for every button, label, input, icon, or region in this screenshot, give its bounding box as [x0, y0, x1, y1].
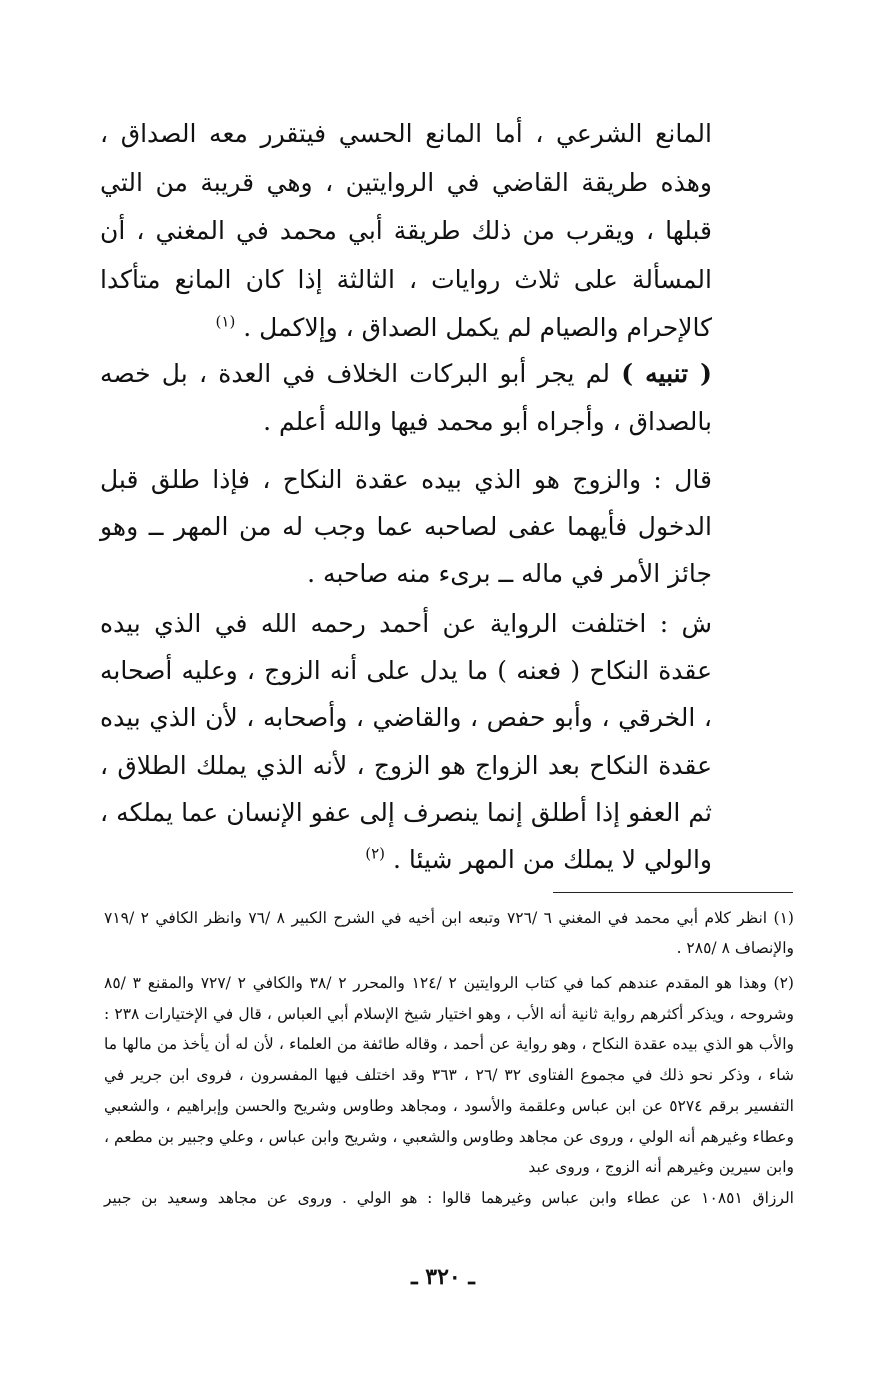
footnote-ref-2[interactable]: (٢) [365, 844, 385, 863]
footnote-ref-1[interactable]: (١) [215, 312, 236, 331]
paragraph-3-text: قال : والزوج هو الذي بيده عقدة النكاح ، فإذا طلق قبل الدخول فأيهما عفى لصاحبه عما وجب له من المهر ــ وهو جائز الأمر في ماله ــ برىء منه صاحبه . [100, 465, 712, 588]
paragraph-1 [100, 110, 712, 353]
footnote-2-body: (٢) وهذا هو المقدم عندهم كما في كتاب الروايتين ٢ /١٢٤ والمحرر ٢ /٣٨ والكافي ٢ /٧٢٧ والمقنع ٣ /٨٥ وشروحه ، ويذكر أكثرهم رواية ثانية أنه الأب ، وهو اختيار شيخ الإسلام أبي العباس ، قال في الإختيارات ٢٣٨ : والأب هو الذي بيده عقدة النكاح ، وهو رواية عن أحمد ، وقاله طائفة من العلماء ، لأن له أن يأخذ من مالها ما شاء ، وذكر نحو ذلك في مجموع الفتاوى ٣٢ /٢٦ ، ٣٦٣ وقد اختلف فيها المفسرون ، فروى ابن جرير في التفسير برقم ٥٢٧٤ عن ابن عباس وعلقمة والأسود ، ومجاهد وطاوس وشريح والحسن وإبراهيم ، والشعبي وعطاء وغيرهم أنه الولي ، وروى عن مجاهد وطاوس والشعبي ، وشريح وابن عباس ، وعلي وجبير بن مطعم ، وابن سيرين وغيرهم أنه الزوج ، وروى عبد [104, 974, 795, 1177]
footnote-separator [553, 892, 793, 893]
page-number: ـ ٣٢٠ ـ [411, 1264, 475, 1290]
footnote-2 [104, 968, 794, 1214]
paragraph-matn [100, 456, 712, 597]
footnote-2-last-line: الرزاق ١٠٨٥١ عن عطاء وابن عباس وغيرهما قالوا : هو الولي . وروى عن مجاهد وسعيد بن جبير [104, 1188, 794, 1207]
paragraph-sharh [100, 600, 712, 883]
paragraph-1-text: المانع الشرعي ، أما المانع الحسي فيتقرر معه الصداق ، وهذه طريقة القاضي في الروايتين ، وهي قريبة من التي قبلها ، ويقرب من ذلك طريقة أبي محمد في المغني ، أن المسألة على ثلاث روايات ، الثالثة إذا كان المانع متأكدا كالإحرام والصيام لم يكمل الصداق ، وإلاكمل . [100, 119, 712, 342]
paragraph-4-text: ش : اختلفت الرواية عن أحمد رحمه الله في الذي بيده عقدة النكاح ( فعنه ) ما يدل على أنه الزوج ، وعليه أصحابه ، الخرقي ، وأبو حفص ، والقاضي ، وأصحابه ، لأن الذي بيده عقدة النكاح بعد الزواج هو الزوج ، لأنه الذي يملك الطلاق ، ثم العفو إذا أطلق إنما ينصرف إلى عفو الإنسان عما يملكه ، والولي لا يملك من المهر شيئا . [100, 609, 712, 875]
footnotes [104, 903, 794, 1214]
paragraph-2-text: لم يجر أبو البركات الخلاف في العدة ، بل خصه بالصداق ، وأجراه أبو محمد فيها والله أعلم . [100, 359, 712, 436]
tanbih-heading: ( تنبيه ) [621, 359, 713, 388]
paragraph-note-tanbih [100, 350, 712, 446]
footnote-1: (١) انظر كلام أبي محمد في المغني ٦ /٧٢٦ وتبعه ابن أخيه في الشرح الكبير ٨ /٧٦ وانظر الكافي ٢ /٧١٩ والإنصاف ٨ /٢٨٥ . [104, 909, 794, 957]
